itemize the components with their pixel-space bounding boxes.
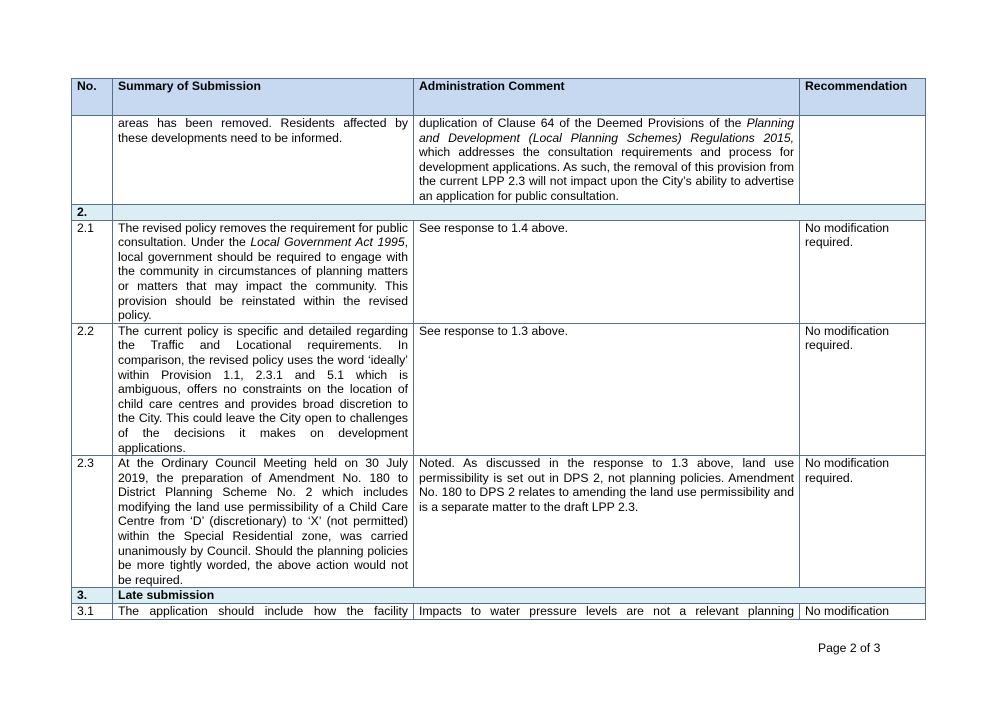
- header-recommendation: Recommendation: [800, 79, 926, 116]
- table-row-2-2: [72, 323, 926, 455]
- section-number: 3.: [72, 588, 113, 604]
- header-no: No.: [72, 79, 113, 116]
- section-title: Late submission: [113, 588, 926, 604]
- cell-no: 2.1: [72, 220, 113, 323]
- cell-recommendation: No modification required.: [800, 456, 926, 588]
- cell-comment: duplication of Clause 64 of the Deemed Provisions of the Planning and Development (Local Planning Schemes) Regulations 2015, which addresses the consultation requirements and process for development applications. As such, the removal of this provision from the current LPP 2.3 will not impact upon the City’s ability to advertise an application for public consultation.: [414, 116, 800, 205]
- header-summary: Summary of Submission: [113, 79, 414, 116]
- submissions-table: [71, 78, 926, 620]
- cell-summary: areas has been removed. Residents affected by these developments need to be informed.: [113, 116, 414, 205]
- table-row-2-1: [72, 220, 926, 323]
- cell-summary: The application should include how the facility: [113, 604, 414, 620]
- table-row-2-3: [72, 456, 926, 588]
- header-comment: Administration Comment: [414, 79, 800, 116]
- cell-recommendation: No modification required.: [800, 220, 926, 323]
- cell-recommendation: No modification required.: [800, 323, 926, 455]
- cell-comment: Impacts to water pressure levels are not a relevant planning: [414, 604, 800, 620]
- cell-recommendation: No modification: [800, 604, 926, 620]
- section-number: 2.: [72, 205, 113, 221]
- cell-comment: See response to 1.4 above.: [414, 220, 800, 323]
- cell-no: 3.1: [72, 604, 113, 620]
- cell-summary: At the Ordinary Council Meeting held on 30 July 2019, the preparation of Amendment No. 180 to District Planning Scheme No. 2 which includes modifying the land use permissibility of a Child Care Centre from ‘D’ (discretionary) to ‘X’ (not permitted) within the Special Residential zone, was carried unanimously by Council. Should the planning policies be more tightly worded, the above action would not be required.: [113, 456, 414, 588]
- cell-comment: See response to 1.3 above.: [414, 323, 800, 455]
- section-row-3: [72, 588, 926, 604]
- page-number: Page 2 of 3: [818, 641, 881, 655]
- cell-comment: Noted. As discussed in the response to 1.3 above, land use permissibility is set out in DPS 2, not planning policies. Amendment No. 180 to DPS 2 relates to amending the land use permissibility and is a separate matter to the draft LPP 2.3.: [414, 456, 800, 588]
- table-row-3-1: [72, 604, 926, 620]
- table-row-continued: [72, 116, 926, 205]
- cell-summary: The revised policy removes the requirement for public consultation. Under the Local Government Act 1995, local government should be required to engage with the community in circumstances of planning matters or matters that may impact the community. This provision should be reinstated within the revised policy.: [113, 220, 414, 323]
- section-title: [113, 205, 926, 221]
- section-row-2: [72, 205, 926, 221]
- cell-no: 2.2: [72, 323, 113, 455]
- cell-no: [72, 116, 113, 205]
- cell-recommendation: [800, 116, 926, 205]
- header-row: [72, 79, 926, 116]
- cell-summary: The current policy is specific and detailed regarding the Traffic and Locational requirements. In comparison, the revised policy uses the word ‘ideally’ within Provision 1.1, 2.3.1 and 5.1 which is ambiguous, offers no constraints on the location of child care centres and provides broad discretion to the City. This could leave the City open to challenges of the decisions it makes on development applications.: [113, 323, 414, 455]
- cell-no: 2.3: [72, 456, 113, 588]
